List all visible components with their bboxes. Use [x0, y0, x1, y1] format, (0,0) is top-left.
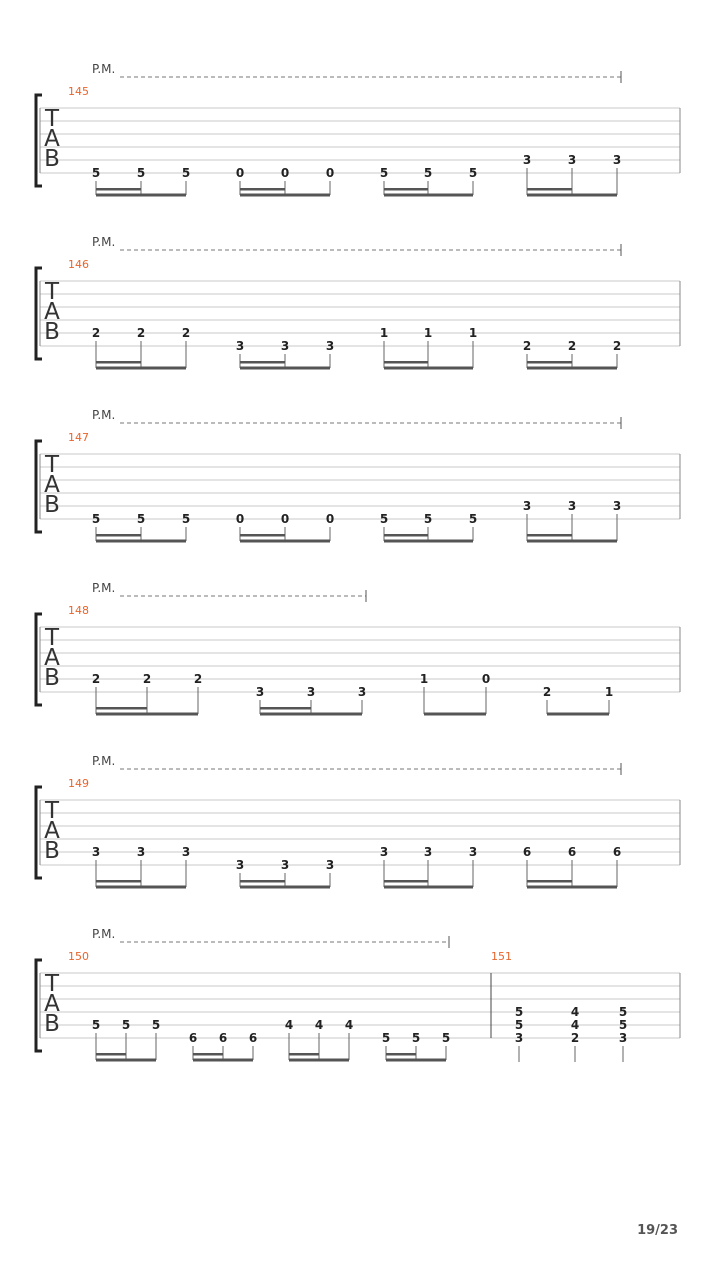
- fret-number: 5: [381, 1031, 391, 1045]
- fret-number: 4: [284, 1018, 294, 1032]
- fret-number: 0: [280, 512, 290, 526]
- fret-number: 3: [423, 845, 433, 859]
- primary-beam: [527, 194, 617, 197]
- fret-number: 4: [314, 1018, 324, 1032]
- secondary-beam: [240, 534, 285, 537]
- chord: [619, 1005, 627, 1062]
- measure-number: 150: [68, 950, 89, 963]
- fret-number: 3: [522, 499, 532, 513]
- secondary-beam: [96, 1053, 126, 1056]
- fret-number: 3: [468, 845, 478, 859]
- fret-number: 0: [235, 512, 245, 526]
- secondary-beam: [240, 188, 285, 191]
- secondary-beam: [384, 534, 428, 537]
- fret-number: 5: [151, 1018, 161, 1032]
- fret-number: 1: [423, 326, 433, 340]
- fret-number: 5: [181, 166, 191, 180]
- fret-number: 3: [280, 858, 290, 872]
- note-group: [236, 512, 334, 543]
- secondary-beam: [240, 361, 285, 364]
- secondary-beam: [527, 880, 572, 883]
- fret-number: 3: [181, 845, 191, 859]
- measure-149: [68, 754, 621, 889]
- note-group: [189, 1031, 257, 1062]
- fret-number: 5: [91, 166, 101, 180]
- fret-number: 2: [91, 326, 101, 340]
- primary-beam: [96, 540, 186, 543]
- fret-number: 3: [357, 685, 367, 699]
- tab-clef-letter: B: [44, 319, 60, 345]
- tab-system: [36, 408, 680, 543]
- fret-number: 3: [514, 1031, 524, 1045]
- note-group: [380, 512, 477, 543]
- fret-number: 0: [235, 166, 245, 180]
- fret-number: 3: [379, 845, 389, 859]
- note-group: [236, 339, 334, 370]
- note-group: [236, 858, 334, 889]
- fret-number: 3: [136, 845, 146, 859]
- tab-clef-letter: T: [44, 279, 60, 305]
- measure-147: [68, 408, 621, 543]
- fret-number: 3: [612, 499, 622, 513]
- fret-number: 2: [542, 685, 552, 699]
- secondary-beam: [96, 880, 141, 883]
- tab-clef-letter: A: [44, 645, 60, 671]
- primary-beam: [240, 194, 330, 197]
- secondary-beam: [527, 361, 572, 364]
- primary-beam: [384, 886, 473, 889]
- palm-mute-label: P.M.: [92, 408, 116, 422]
- note-group: [382, 1031, 450, 1062]
- fret-number: 5: [514, 1018, 524, 1032]
- fret-number: 5: [514, 1005, 524, 1019]
- fret-number: 1: [379, 326, 389, 340]
- fret-number: 6: [612, 845, 622, 859]
- primary-beam: [240, 540, 330, 543]
- secondary-beam: [384, 188, 428, 191]
- tab-clef-letter: T: [44, 798, 60, 824]
- tab-clef-letter: B: [44, 665, 60, 691]
- measure-number: 148: [68, 604, 89, 617]
- fret-number: 5: [136, 166, 146, 180]
- fret-number: 0: [481, 672, 491, 686]
- fret-number: 5: [423, 512, 433, 526]
- system-bracket: [36, 268, 42, 359]
- primary-beam: [384, 367, 473, 370]
- fret-number: 1: [604, 685, 614, 699]
- primary-beam: [96, 1059, 156, 1062]
- system-bracket: [36, 95, 42, 186]
- fret-number: 5: [121, 1018, 131, 1032]
- tab-system: [36, 235, 680, 370]
- fret-number: 3: [618, 1031, 628, 1045]
- primary-beam: [260, 713, 362, 716]
- note-group: [523, 339, 621, 370]
- measure-145: [68, 62, 621, 197]
- tab-system: [36, 927, 680, 1062]
- note-group: [256, 685, 366, 716]
- secondary-beam: [96, 707, 147, 710]
- fret-number: 2: [570, 1031, 580, 1045]
- fret-number: 4: [570, 1018, 580, 1032]
- fret-number: 3: [612, 153, 622, 167]
- system-bracket: [36, 614, 42, 705]
- tab-clef-letter: T: [44, 971, 60, 997]
- measure-number: 147: [68, 431, 89, 444]
- measure-number: 149: [68, 777, 89, 790]
- primary-beam: [96, 194, 186, 197]
- measure-number: 146: [68, 258, 89, 271]
- fret-number: 6: [522, 845, 532, 859]
- measure-148: [68, 581, 613, 716]
- note-group: [92, 166, 190, 197]
- fret-number: 5: [379, 512, 389, 526]
- fret-number: 2: [91, 672, 101, 686]
- palm-mute-label: P.M.: [92, 754, 116, 768]
- fret-number: 5: [91, 1018, 101, 1032]
- fret-number: 3: [306, 685, 316, 699]
- fret-number: 5: [618, 1018, 628, 1032]
- measure-number: 145: [68, 85, 89, 98]
- fret-number: 5: [468, 166, 478, 180]
- fret-number: 3: [325, 858, 335, 872]
- fret-number: 6: [248, 1031, 258, 1045]
- primary-beam: [96, 367, 186, 370]
- tab-clef-letter: B: [44, 492, 60, 518]
- secondary-beam: [386, 1053, 416, 1056]
- secondary-beam: [96, 534, 141, 537]
- primary-beam: [96, 886, 186, 889]
- primary-beam: [547, 713, 609, 716]
- primary-beam: [240, 886, 330, 889]
- fret-number: 5: [618, 1005, 628, 1019]
- fret-number: 3: [235, 339, 245, 353]
- fret-number: 0: [325, 166, 335, 180]
- measure-number: 151: [491, 950, 512, 963]
- tab-clef-letter: B: [44, 146, 60, 172]
- note-group: [92, 512, 190, 543]
- palm-mute-label: P.M.: [92, 62, 116, 76]
- tab-clef-letter: T: [44, 452, 60, 478]
- primary-beam: [527, 540, 617, 543]
- fret-number: 3: [567, 153, 577, 167]
- fret-number: 0: [280, 166, 290, 180]
- primary-beam: [240, 367, 330, 370]
- primary-beam: [289, 1059, 349, 1062]
- system-bracket: [36, 960, 42, 1051]
- fret-number: 4: [570, 1005, 580, 1019]
- secondary-beam: [96, 188, 141, 191]
- tab-clef-letter: T: [44, 625, 60, 651]
- system-bracket: [36, 787, 42, 878]
- primary-beam: [193, 1059, 253, 1062]
- fret-number: 4: [344, 1018, 354, 1032]
- primary-beam: [96, 713, 198, 716]
- secondary-beam: [527, 188, 572, 191]
- palm-mute-label: P.M.: [92, 927, 116, 941]
- fret-number: 2: [522, 339, 532, 353]
- fret-number: 3: [91, 845, 101, 859]
- tab-clef-letter: A: [44, 818, 60, 844]
- fret-number: 5: [91, 512, 101, 526]
- palm-mute-label: P.M.: [92, 581, 116, 595]
- note-group: [543, 685, 613, 716]
- tab-clef-letter: A: [44, 126, 60, 152]
- measure-150: [68, 927, 450, 1062]
- tab-clef-letter: A: [44, 472, 60, 498]
- secondary-beam: [96, 361, 141, 364]
- fret-number: 1: [468, 326, 478, 340]
- secondary-beam: [384, 361, 428, 364]
- fret-number: 2: [136, 326, 146, 340]
- measure-151: [491, 950, 627, 1062]
- fret-number: 3: [235, 858, 245, 872]
- secondary-beam: [240, 880, 285, 883]
- fret-number: 5: [423, 166, 433, 180]
- chord: [571, 1005, 579, 1062]
- measure-146: [68, 235, 621, 370]
- fret-number: 3: [325, 339, 335, 353]
- fret-number: 3: [522, 153, 532, 167]
- primary-beam: [527, 367, 617, 370]
- fret-number: 5: [441, 1031, 451, 1045]
- tab-system: [36, 754, 680, 889]
- secondary-beam: [289, 1053, 319, 1056]
- primary-beam: [527, 886, 617, 889]
- tab-clef-letter: A: [44, 299, 60, 325]
- fret-number: 3: [255, 685, 265, 699]
- palm-mute-label: P.M.: [92, 235, 116, 249]
- fret-number: 5: [181, 512, 191, 526]
- fret-number: 2: [142, 672, 152, 686]
- page-number: 19/23: [637, 1223, 678, 1238]
- primary-beam: [424, 713, 486, 716]
- fret-number: 6: [567, 845, 577, 859]
- note-group: [236, 166, 334, 197]
- fret-number: 6: [218, 1031, 228, 1045]
- fret-number: 6: [188, 1031, 198, 1045]
- secondary-beam: [527, 534, 572, 537]
- fret-number: 3: [567, 499, 577, 513]
- fret-number: 5: [411, 1031, 421, 1045]
- secondary-beam: [193, 1053, 223, 1056]
- tab-system: [36, 62, 680, 197]
- secondary-beam: [384, 880, 428, 883]
- tab-clef-letter: B: [44, 1011, 60, 1037]
- tab-clef-letter: B: [44, 838, 60, 864]
- fret-number: 1: [419, 672, 429, 686]
- fret-number: 5: [136, 512, 146, 526]
- fret-number: 2: [181, 326, 191, 340]
- primary-beam: [386, 1059, 446, 1062]
- secondary-beam: [260, 707, 311, 710]
- system-bracket: [36, 441, 42, 532]
- tab-system: [36, 581, 680, 716]
- chord: [515, 1005, 523, 1062]
- fret-number: 0: [325, 512, 335, 526]
- tab-clef-letter: A: [44, 991, 60, 1017]
- fret-number: 5: [379, 166, 389, 180]
- primary-beam: [384, 194, 473, 197]
- primary-beam: [384, 540, 473, 543]
- note-group: [380, 166, 477, 197]
- fret-number: 3: [280, 339, 290, 353]
- fret-number: 2: [567, 339, 577, 353]
- fret-number: 2: [193, 672, 203, 686]
- tab-clef-letter: T: [44, 106, 60, 132]
- fret-number: 2: [612, 339, 622, 353]
- fret-number: 5: [468, 512, 478, 526]
